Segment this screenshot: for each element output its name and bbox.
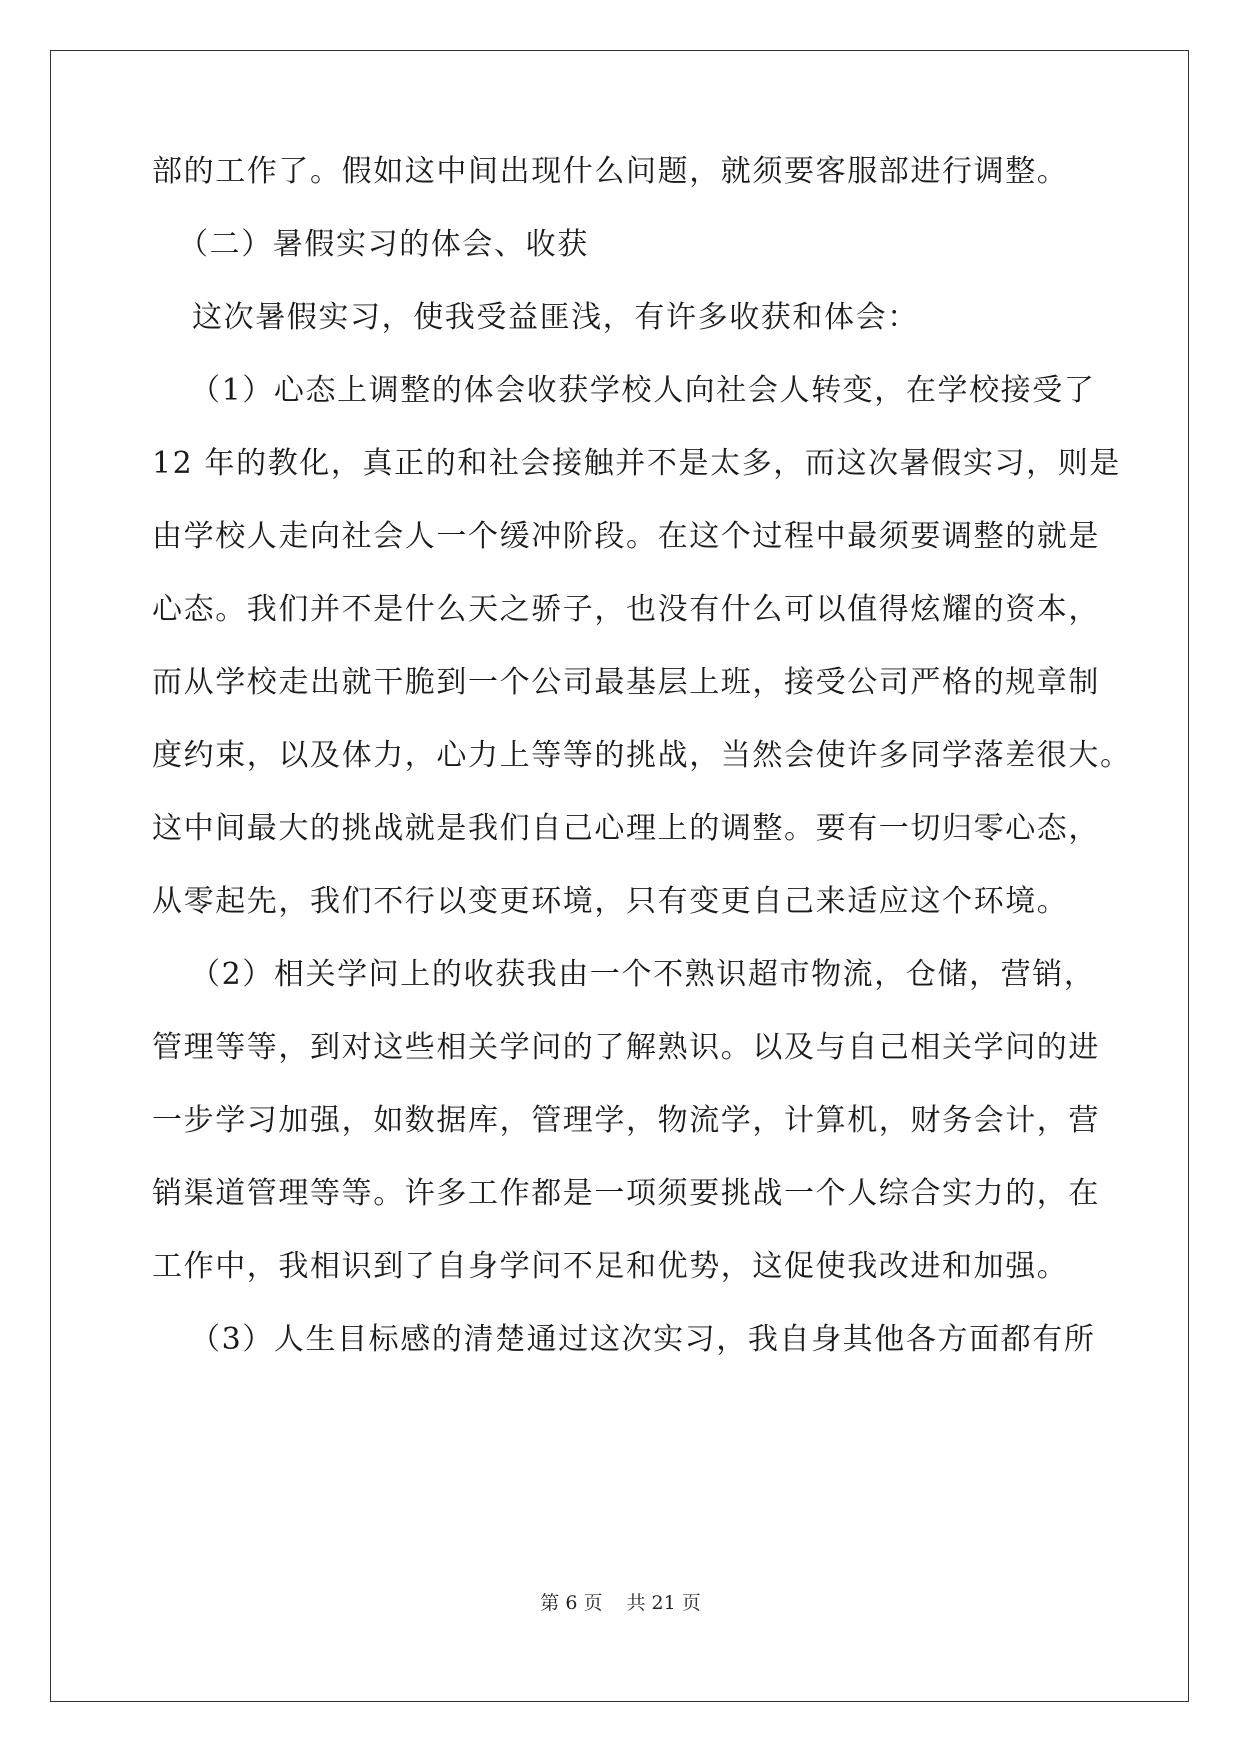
text-line: 而从学校走出就干脆到一个公司最基层上班，接受公司严格的规章制 [152,665,1100,700]
text-line: 管理等等，到对这些相关学问的了解熟识。以及与自己相关学问的进 [152,1030,1100,1065]
text-line: 一步学习加强，如数据库，管理学，物流学，计算机，财务会计，营 [152,1103,1100,1138]
text-line: 销渠道管理等等。许多工作都是一项须要挑战一个人综合实力的，在 [152,1176,1100,1211]
text-line: 度约束，以及体力，心力上等等的挑战，当然会使许多同学落差很大。 [152,738,1132,773]
page-footer [0,1591,1241,1615]
text-line: 工作中，我相识到了自身学问不足和优势，这促使我改进和加强。 [152,1249,1069,1284]
page-number: 第 6 页 [540,1592,603,1614]
text-line: 心态。我们并不是什么天之骄子，也没有什么可以值得炫耀的资本， [152,592,1100,627]
text-line: （1）心态上调整的体会收获学校人向社会人转变，在学校接受了 [190,373,1096,408]
section-heading: （二）暑假实习的体会、收获 [178,227,589,262]
page-total: 共 21 页 [626,1592,701,1614]
text-line: 12 年的教化，真正的和社会接触并不是太多，而这次暑假实习，则是 [152,446,1121,481]
text-line: 从零起先，我们不行以变更环境，只有变更自己来适应这个环境。 [152,884,1069,919]
text-line: 这次暑假实习，使我受益匪浅，有许多收获和体会： [192,300,919,335]
text-line: （2）相关学问上的收获我由一个不熟识超市物流，仓储，营销， [190,957,1096,992]
text-line: 部的工作了。假如这中间出现什么问题，就须要客服部进行调整。 [152,154,1069,189]
text-line: （3）人生目标感的清楚通过这次实习，我自身其他各方面都有所 [190,1322,1096,1357]
text-line: 这中间最大的挑战就是我们自己心理上的调整。要有一切归零心态， [152,811,1100,846]
text-line: 由学校人走向社会人一个缓冲阶段。在这个过程中最须要调整的就是 [152,519,1100,554]
